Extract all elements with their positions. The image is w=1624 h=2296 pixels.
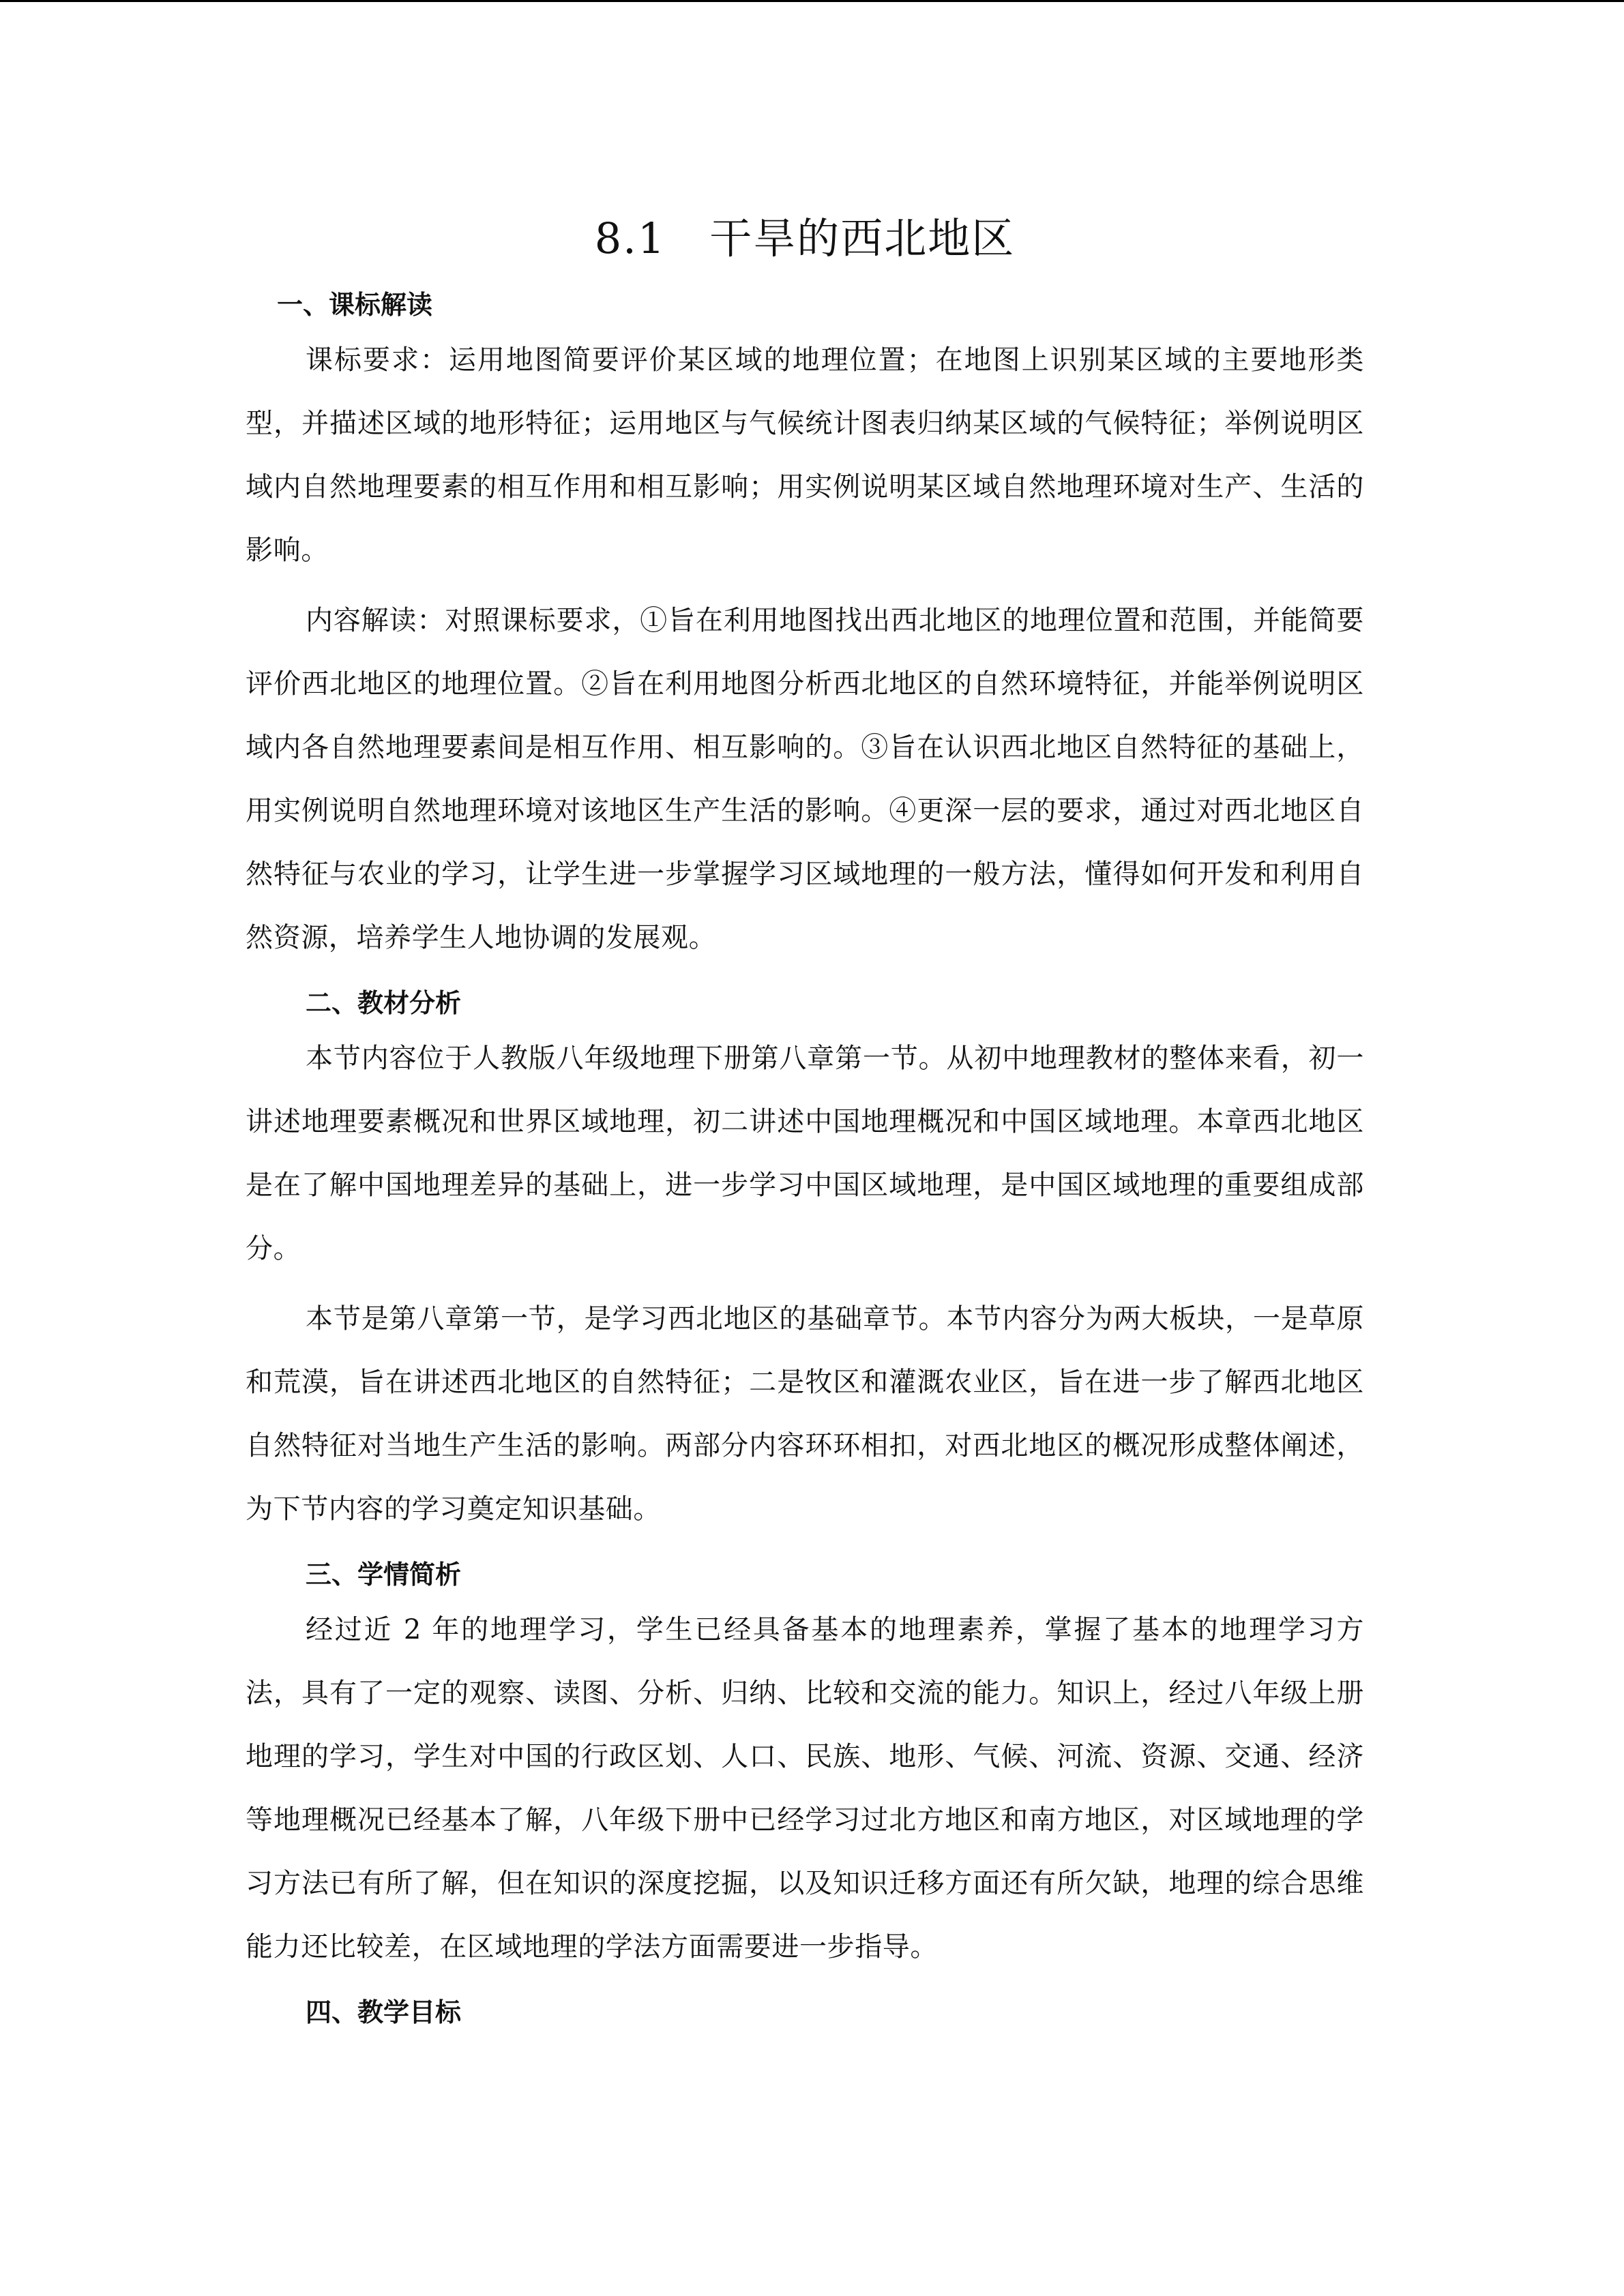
section-heading-1: 一、课标解读 <box>277 290 433 320</box>
section-heading-4: 四、教学目标 <box>306 1997 462 2027</box>
paragraph-textbook-analysis-1: 本节内容位于人教版八年级地理下册第八章第一节。从初中地理教材的整体来看，初一讲述地理要素概况和世界区域地理，初二讲述中国地理概况和中国区域地理。本章西北地区是在了解中国地理差异的基础上，进一步学习中国区域地理，是中国区域地理的重要组成部分。 <box>246 1043 1364 1264</box>
section-heading-2: 二、教材分析 <box>306 988 462 1018</box>
paragraph-curriculum-requirements: 课标要求：运用地图简要评价某区域的地理位置；在地图上识别某区域的主要地形类型，并描述区域的地形特征；运用地区与气候统计图表归纳某区域的气候特征；举例说明区域内自然地理要素的相互作用和相互影响；用实例说明某区域自然地理环境对生产、生活的影响。 <box>246 344 1364 566</box>
paragraph-content-interpretation: 内容解读：对照课标要求，①旨在利用地图找出西北地区的地理位置和范围，并能简要评价西北地区的地理位置。②旨在利用地图分析西北地区的自然环境特征，并能举例说明区域内各自然地理要素间是相互作用、相互影响的。③旨在认识西北地区自然特征的基础上，用实例说明自然地理环境对该地区生产生活的影响。④更深一层的要求，通过对西北地区自然特征与农业的学习，让学生进一步掌握学习区域地理的一般方法，懂得如何开发和利用自然资源，培养学生人地协调的发展观。 <box>246 605 1364 953</box>
paragraph-textbook-analysis-2: 本节是第八章第一节，是学习西北地区的基础章节。本节内容分为两大板块，一是草原和荒漠，旨在讲述西北地区的自然特征；二是牧区和灌溉农业区，旨在进一步了解西北地区自然特征对当地生产生活的影响。两部分内容环环相扣，对西北地区的概况形成整体阐述，为下节内容的学习奠定知识基础。 <box>246 1303 1364 1525</box>
document-page <box>246 205 1364 2036</box>
paragraph-student-analysis: 经过近 2 年的地理学习，学生已经具备基本的地理素养，掌握了基本的地理学习方法，具有了一定的观察、读图、分析、归纳、比较和交流的能力。知识上，经过八年级上册地理的学习，学生对中国的行政区划、人口、民族、地形、气候、河流、资源、交通、经济等地理概况已经基本了解，八年级下册中已经学习过北方地区和南方地区，对区域地理的学习方法已有所了解，但在知识的深度挖掘，以及知识迁移方面还有所欠缺，地理的综合思维能力还比较差，在区域地理的学法方面需要进一步指导。 <box>246 1614 1364 1963</box>
document-title: 8.1 干旱的西北地区 <box>594 213 1016 263</box>
page-top-border <box>0 0 1624 2</box>
section-heading-3: 三、学情简析 <box>306 1560 462 1590</box>
